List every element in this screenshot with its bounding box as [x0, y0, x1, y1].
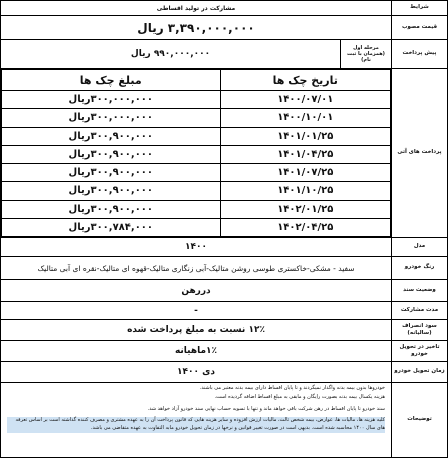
future-payments-row — [1, 69, 447, 238]
color-label: رنگ خودرو — [391, 257, 447, 279]
note-line: خودروها بدون بیمه بدنه واگذار نمیگردند و تا پایان اقساط دارای بیمه بدنه معتبر می باشند. — [199, 385, 385, 391]
approved-price-row — [1, 16, 447, 40]
future-payments-label: پرداخت های آتی — [391, 69, 447, 237]
note-line-highlighted: کلیه هزینه ها، مالیات ها، عوارض، بیمه شخص ثالث، مالیات ارزش افزوده و سایر هزینه هایی که قانون پرداخت آن را به عهده مشتری و مصرف کننده گذاشته است بر اساس تعرفه های سال ۱۴۰۰ محاسبه شده است. بدیهی است در صورت تغییر قوانین و نرخها در زمان تحویل خودرو مابه التفاوت به عهده متقاضی می باشد. — [7, 417, 385, 433]
color-row — [1, 257, 447, 280]
model-value: ۱۴۰۰ — [185, 242, 207, 252]
check-date: ۱۴۰۱/۱۰/۲۵ — [220, 182, 390, 200]
prepayment-row — [1, 40, 447, 69]
prepayment-value: ۹۹۰,۰۰۰,۰۰۰ ریال — [130, 49, 211, 59]
model-row — [1, 238, 447, 257]
partnership-period-label: مدت مشارکت — [391, 302, 447, 319]
check-date: ۱۴۰۰/۰۷/۰۱ — [220, 91, 390, 109]
approved-price-value: ۳,۳۹۰,۰۰۰,۰۰۰ ریال — [137, 20, 255, 35]
check-row — [2, 164, 391, 182]
check-row — [2, 127, 391, 145]
notes-label: توضیحات — [391, 383, 447, 457]
conditions-row — [1, 1, 447, 16]
status-value: دررهن — [181, 285, 211, 296]
check-amount: ۳۰۰,۹۰۰,۰۰۰ریال — [2, 145, 221, 163]
model-label: مدل — [391, 238, 447, 256]
delivery-date-row — [1, 362, 447, 383]
delivery-date-value: دی ۱۴۰۰ — [177, 367, 215, 377]
notes-row — [1, 383, 447, 457]
check-amount: ۳۰۰,۹۰۰,۰۰۰ریال — [2, 182, 221, 200]
withdrawal-profit-label: سود انصراف (سالیانه) — [391, 320, 447, 340]
note-line: سند خودرو تا پایان اقساط در رهن شرکت باقی خواهد ماند و تنها با تسویه حساب نهایی سند خودرو آزاد خواهد شد. — [147, 405, 385, 412]
check-row — [2, 200, 391, 218]
status-label: وضعیت سند — [391, 280, 447, 301]
notes-body — [1, 383, 391, 457]
note-line: هزینه یکسال بیمه بدنه بصورت رایگان و مابقی به مبلغ اقساط اضافه گردیده است. — [214, 393, 385, 400]
check-date: ۱۴۰۱/۰۴/۲۵ — [220, 145, 390, 163]
check-date: ۱۴۰۲/۰۱/۲۵ — [220, 200, 390, 218]
withdrawal-profit-row — [1, 320, 447, 341]
check-row — [2, 218, 391, 236]
checks-header-row — [2, 70, 391, 91]
prepayment-label: پیش پرداخت — [391, 40, 447, 68]
prepayment-sublabel-cell — [340, 40, 391, 68]
checks-table-wrap — [1, 69, 391, 237]
conditions-value: مشارکت در تولید اقساطی — [156, 4, 236, 12]
approved-price-label: قیمت مصوب — [391, 16, 447, 39]
check-date: ۱۴۰۱/۰۷/۲۵ — [220, 164, 390, 182]
check-amount: ۳۰۰,۹۰۰,۰۰۰ریال — [2, 200, 221, 218]
check-amount: ۳۰۰,۹۰۰,۰۰۰ریال — [2, 127, 221, 145]
delay-penalty-value: ۱٪ماهیانه — [174, 346, 218, 356]
withdrawal-profit-value: ۱۲٪ نسبت به مبلغ پرداخت شده — [127, 325, 265, 335]
delay-penalty-row — [1, 341, 447, 362]
color-value: سفید - مشکی-خاکستری طوسی روشن متالیک-آبی زنگاری متالیک-قهوه ای متالیک-نقره ای آبی متالیک — [37, 263, 355, 273]
check-amount: ۳۰۰,۰۰۰,۰۰۰ریال — [2, 109, 221, 127]
check-amount: ۳۰۰,۹۰۰,۰۰۰ریال — [2, 164, 221, 182]
check-row — [2, 182, 391, 200]
checks-table — [1, 69, 391, 237]
check-amount: ۳۰۰,۰۰۰,۰۰۰ریال — [2, 91, 221, 109]
check-row — [2, 91, 391, 109]
delivery-date-label: زمان تحویل خودرو — [391, 362, 447, 382]
check-row — [2, 109, 391, 127]
partnership-period-row — [1, 302, 447, 320]
check-amount-header: مبلغ چک ها — [2, 70, 221, 91]
check-row — [2, 145, 391, 163]
check-date: ۱۴۰۰/۱۰/۰۱ — [220, 109, 390, 127]
delay-penalty-label: تاخیر در تحویل خودرو — [391, 341, 447, 361]
check-date-header: تاریخ چک ها — [220, 70, 390, 91]
check-date: ۱۴۰۱/۰۱/۲۵ — [220, 127, 390, 145]
conditions-label: شرایط — [391, 1, 447, 15]
check-date: ۱۴۰۲/۰۴/۲۵ — [220, 218, 390, 236]
prepayment-sublabel: مرحله اول (همزمان با ثبت نام) — [347, 45, 385, 63]
status-row — [1, 280, 447, 302]
partnership-period-value: - — [194, 305, 198, 316]
check-amount: ۳۰۰,۷۸۴,۰۰۰ریال — [2, 218, 221, 236]
